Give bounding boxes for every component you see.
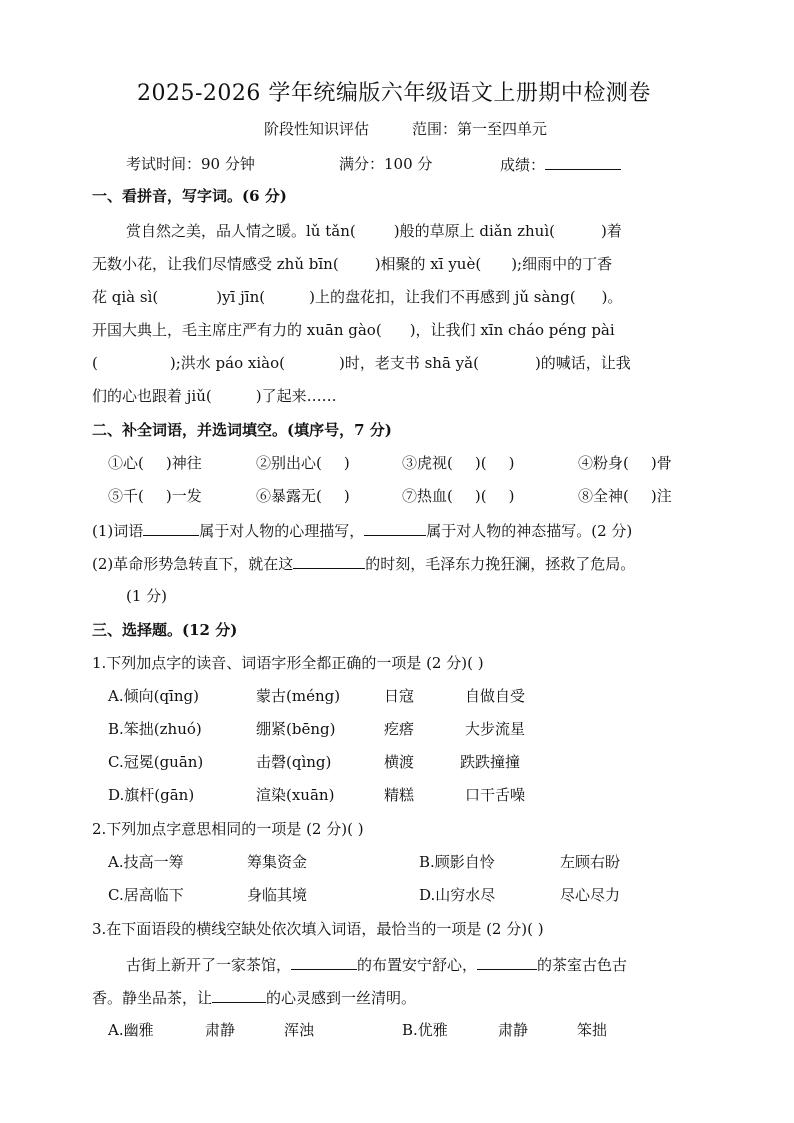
- q1-option-c-3: 横渡: [384, 753, 415, 771]
- q1-option-a-4: 自做自受: [465, 687, 526, 705]
- page-title: 2025-2026 学年统编版六年级语文上册期中检测卷: [137, 81, 651, 106]
- s1-text: 开国大典上，毛主席庄严有力的 xuān gào(: [92, 321, 382, 339]
- passage-text: 的茶室古色古: [537, 956, 628, 974]
- q2-option-b[interactable]: B.顾影自怜: [419, 853, 495, 871]
- grade-blank[interactable]: [545, 154, 621, 170]
- q2-option-c-2: 身临其境: [247, 886, 308, 904]
- q1-option-d-2: 渲染(xuān): [256, 786, 335, 804]
- s1-text: )。: [601, 288, 623, 306]
- q1-option-c-2: 击磬(qìng): [256, 753, 332, 771]
- q1-option-b-4: 大步流星: [465, 720, 526, 738]
- grade-field[interactable]: [500, 154, 621, 175]
- q2-option-a[interactable]: A.技高一筹: [108, 853, 184, 871]
- s1-text: 赏自然之美，品人情之暖。lǔ tǎn(: [126, 222, 356, 240]
- word-4: ④粉身( )骨: [578, 454, 672, 472]
- word-1: ①心( )神往: [108, 454, 202, 472]
- s2-text: 属于对人物的神态描写。(2 分): [426, 522, 633, 540]
- s2-text: (1)词语: [92, 522, 144, 540]
- s2-question-2: [92, 553, 635, 574]
- s3-q3-stem: 3.在下面语段的横线空缺处依次填入词语，最恰当的一项是 (2 分)( ): [92, 920, 544, 938]
- s1-text: )的喊话，让我: [534, 354, 631, 372]
- s1-line-6: [92, 386, 337, 406]
- q1-option-a[interactable]: A.倾向(qīng): [108, 687, 199, 705]
- s2-question-2-score: (1 分): [126, 587, 168, 605]
- answer-blank[interactable]: [143, 520, 199, 536]
- s1-line-1: [126, 221, 622, 241]
- s1-text: 花 qià sì(: [92, 288, 159, 306]
- q1-option-c[interactable]: C.冠冕(guān): [108, 753, 204, 771]
- exam-time: 考试时间：90 分钟: [126, 155, 255, 173]
- s1-text: )了起来……: [255, 387, 337, 405]
- s1-text: )上的盘花扣，让我们不再感到 jǔ sàng(: [309, 288, 576, 306]
- q2-option-a-2: 筹集资金: [247, 853, 308, 871]
- word-7: ⑦热血( )( ): [402, 487, 515, 505]
- subtitle-assessment: 阶段性知识评估: [264, 120, 370, 138]
- q1-option-d-3: 精糕: [384, 786, 415, 804]
- q1-option-a-2: 蒙古(méng): [256, 687, 341, 705]
- answer-blank[interactable]: [293, 553, 365, 569]
- s3-q3-passage-2: [92, 987, 416, 1008]
- word-5: ⑤千( )一发: [108, 487, 202, 505]
- q1-option-b-2: 绷紧(bēng): [256, 720, 336, 738]
- s1-text: )yī jīn(: [216, 288, 266, 306]
- s1-line-2: [92, 254, 612, 274]
- q3-option-a-3: 浑浊: [284, 1021, 315, 1039]
- q3-option-a-2: 肃静: [205, 1021, 236, 1039]
- s1-line-5: [92, 353, 631, 373]
- s1-text: );洪水 páo xiào(: [169, 354, 285, 372]
- s1-text: 们的心也跟着 jiǔ(: [92, 387, 212, 405]
- q3-option-b[interactable]: B.优雅: [402, 1021, 448, 1039]
- s1-text: );细雨中的丁香: [511, 255, 613, 273]
- section-2-heading: 二、补全词语，并选词填空。(填序号，7 分): [92, 421, 392, 439]
- s2-text: 的时刻，毛泽东力挽狂澜，拯救了危局。: [365, 555, 636, 573]
- s1-line-3: [92, 287, 622, 307]
- s1-text: )着: [600, 222, 622, 240]
- passage-text: 古街上新开了一家茶馆，: [126, 956, 292, 974]
- q1-option-d[interactable]: D.旗杆(gān): [108, 786, 195, 804]
- s1-text: )般的草原上 diǎn zhuì(: [393, 222, 555, 240]
- q2-option-d[interactable]: D.山穷水尽: [419, 886, 496, 904]
- q3-option-a[interactable]: A.幽雅: [108, 1021, 154, 1039]
- s1-text: )，让我们 xīn cháo péng pài: [409, 321, 615, 339]
- s1-line-4: [92, 320, 615, 340]
- q2-option-c[interactable]: C.居高临下: [108, 886, 184, 904]
- word-3: ③虎视( )( ): [402, 454, 515, 472]
- s1-text: 无数小花，让我们尽情感受 zhǔ bīn(: [92, 255, 339, 273]
- s3-q3-passage-1: [126, 954, 627, 975]
- q1-option-d-4: 口干舌噪: [465, 786, 526, 804]
- s3-q1-stem: 1.下列加点字的读音、词语字形全都正确的一项是 (2 分)( ): [92, 654, 484, 672]
- section-3-heading: 三、选择题。(12 分): [92, 621, 238, 639]
- s3-q2-stem: 2.下列加点字意思相同的一项是 (2 分)( ): [92, 820, 364, 838]
- subtitle-scope: 范围：第一至四单元: [412, 120, 548, 138]
- s1-text: )时，老支书 shā yǎ(: [338, 354, 479, 372]
- answer-blank[interactable]: [477, 954, 537, 970]
- q1-option-b-3: 疙瘩: [384, 720, 415, 738]
- answer-blank[interactable]: [291, 954, 357, 970]
- word-2: ②别出心( ): [256, 454, 350, 472]
- q3-option-b-2: 肃静: [498, 1021, 529, 1039]
- q2-option-d-2: 尽心尽力: [560, 886, 621, 904]
- word-6: ⑥暴露无( ): [256, 487, 350, 505]
- grade-label: 成绩：: [500, 156, 546, 174]
- passage-text: 的布置安宁舒心，: [357, 956, 478, 974]
- q1-option-a-3: 日寇: [384, 687, 415, 705]
- s1-text: (: [92, 354, 98, 372]
- section-1-heading: 一、看拼音，写字词。(6 分): [92, 187, 287, 205]
- word-8: ⑧全神( )注: [578, 487, 672, 505]
- s2-text: (2)革命形势急转直下，就在这: [92, 555, 294, 573]
- s2-text: 属于对人物的心理描写，: [199, 522, 365, 540]
- passage-text: 的心灵感到一丝清明。: [266, 989, 417, 1007]
- q1-option-b[interactable]: B.笨拙(zhuó): [108, 720, 202, 738]
- answer-blank[interactable]: [212, 987, 266, 1003]
- passage-text: 香。静坐品茶，让: [92, 989, 213, 1007]
- q2-option-b-2: 左顾右盼: [560, 853, 621, 871]
- s2-question-1: [92, 520, 632, 541]
- full-score: 满分：100 分: [339, 155, 433, 173]
- q1-option-c-4: 跌跌撞撞: [460, 753, 521, 771]
- s1-text: )相聚的 xī yuè(: [374, 255, 482, 273]
- q3-option-b-3: 笨拙: [577, 1021, 608, 1039]
- answer-blank[interactable]: [364, 520, 426, 536]
